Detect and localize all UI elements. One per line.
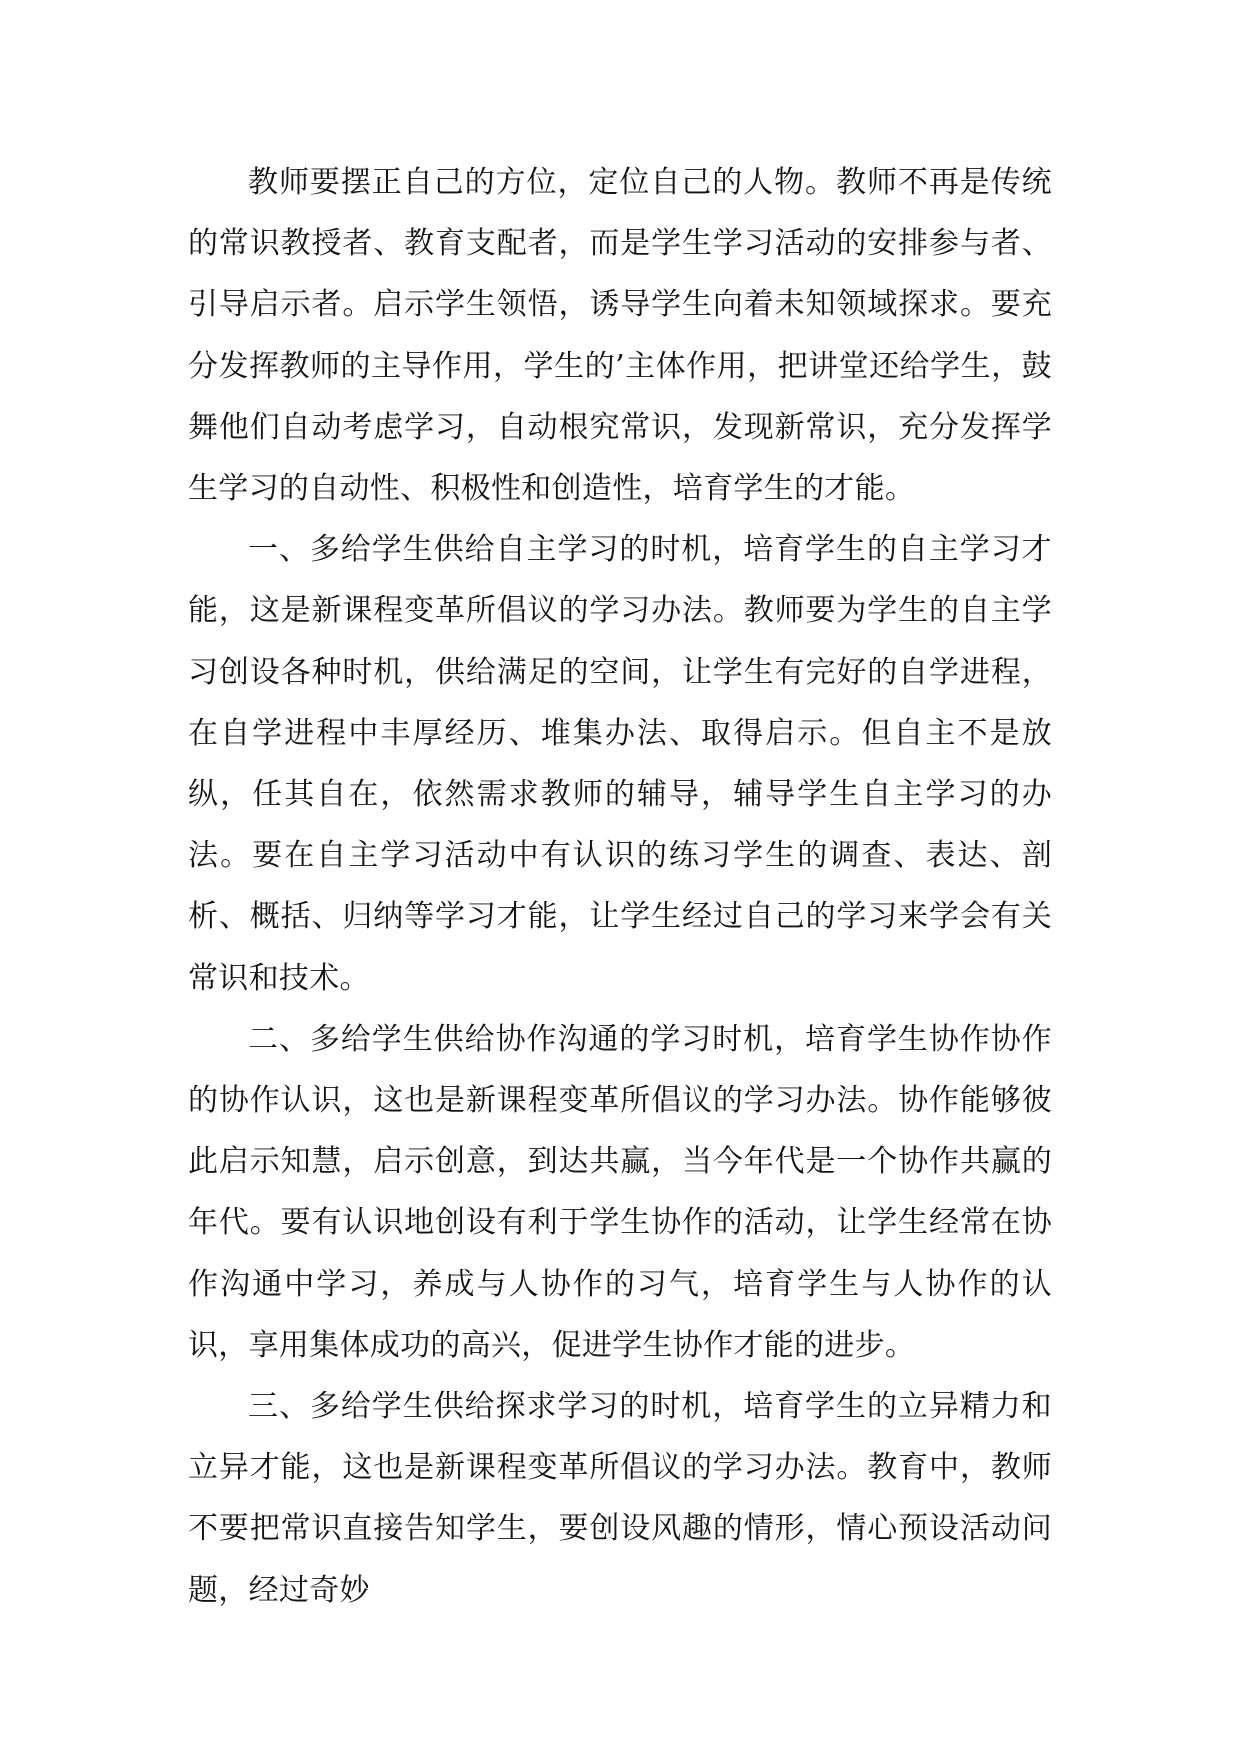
document-body xyxy=(188,152,1052,1621)
paragraph-point-one: 一、多给学生供给自主学习的时机，培育学生的自主学习才能，这是新课程变革所倡议的学习办法。教师要为学生的自主学习创设各种时机，供给满足的空间，让学生有完好的自学进程，在自学进程中丰厚经历、堆集办法、取得启示。但自主不是放纵，任其自在，依然需求教师的辅导，辅导学生自主学习的办法。要在自主学习活动中有认识的练习学生的调查、表达、剖析、概括、归纳等学习才能，让学生经过自己的学习来学会有关常识和技术。 xyxy=(188,532,1052,996)
paragraph-point-three: 三、多给学生供给探求学习的时机，培育学生的立异精力和立异才能，这也是新课程变革所倡议的学习办法。教育中，教师不要把常识直接告知学生，要创设风趣的情形，情心预设活动问题，经过奇妙 xyxy=(188,1389,1052,1608)
paragraph-intro: 教师要摆正自己的方位，定位自己的人物。教师不再是传统的常识教授者、教育支配者，而是学生学习活动的安排参与者、引导启示者。启示学生领悟，诱导学生向着未知领域探求。要充分发挥教师的主导作用，学生的’主体作用，把讲堂还给学生，鼓舞他们自动考虑学习，自动根究常识，发现新常识，充分发挥学生学习的自动性、积极性和创造性，培育学生的才能。 xyxy=(188,165,1052,507)
paragraph-point-two: 二、多给学生供给协作沟通的学习时机，培育学生协作协作的协作认识，这也是新课程变革所倡议的学习办法。协作能够彼此启示知慧，启示创意，到达共赢，当今年代是一个协作共赢的年代。要有认识地创设有利于学生协作的活动，让学生经常在协作沟通中学习，养成与人协作的习气，培育学生与人协作的认识，享用集体成功的高兴，促进学生协作才能的进步。 xyxy=(188,1021,1052,1363)
